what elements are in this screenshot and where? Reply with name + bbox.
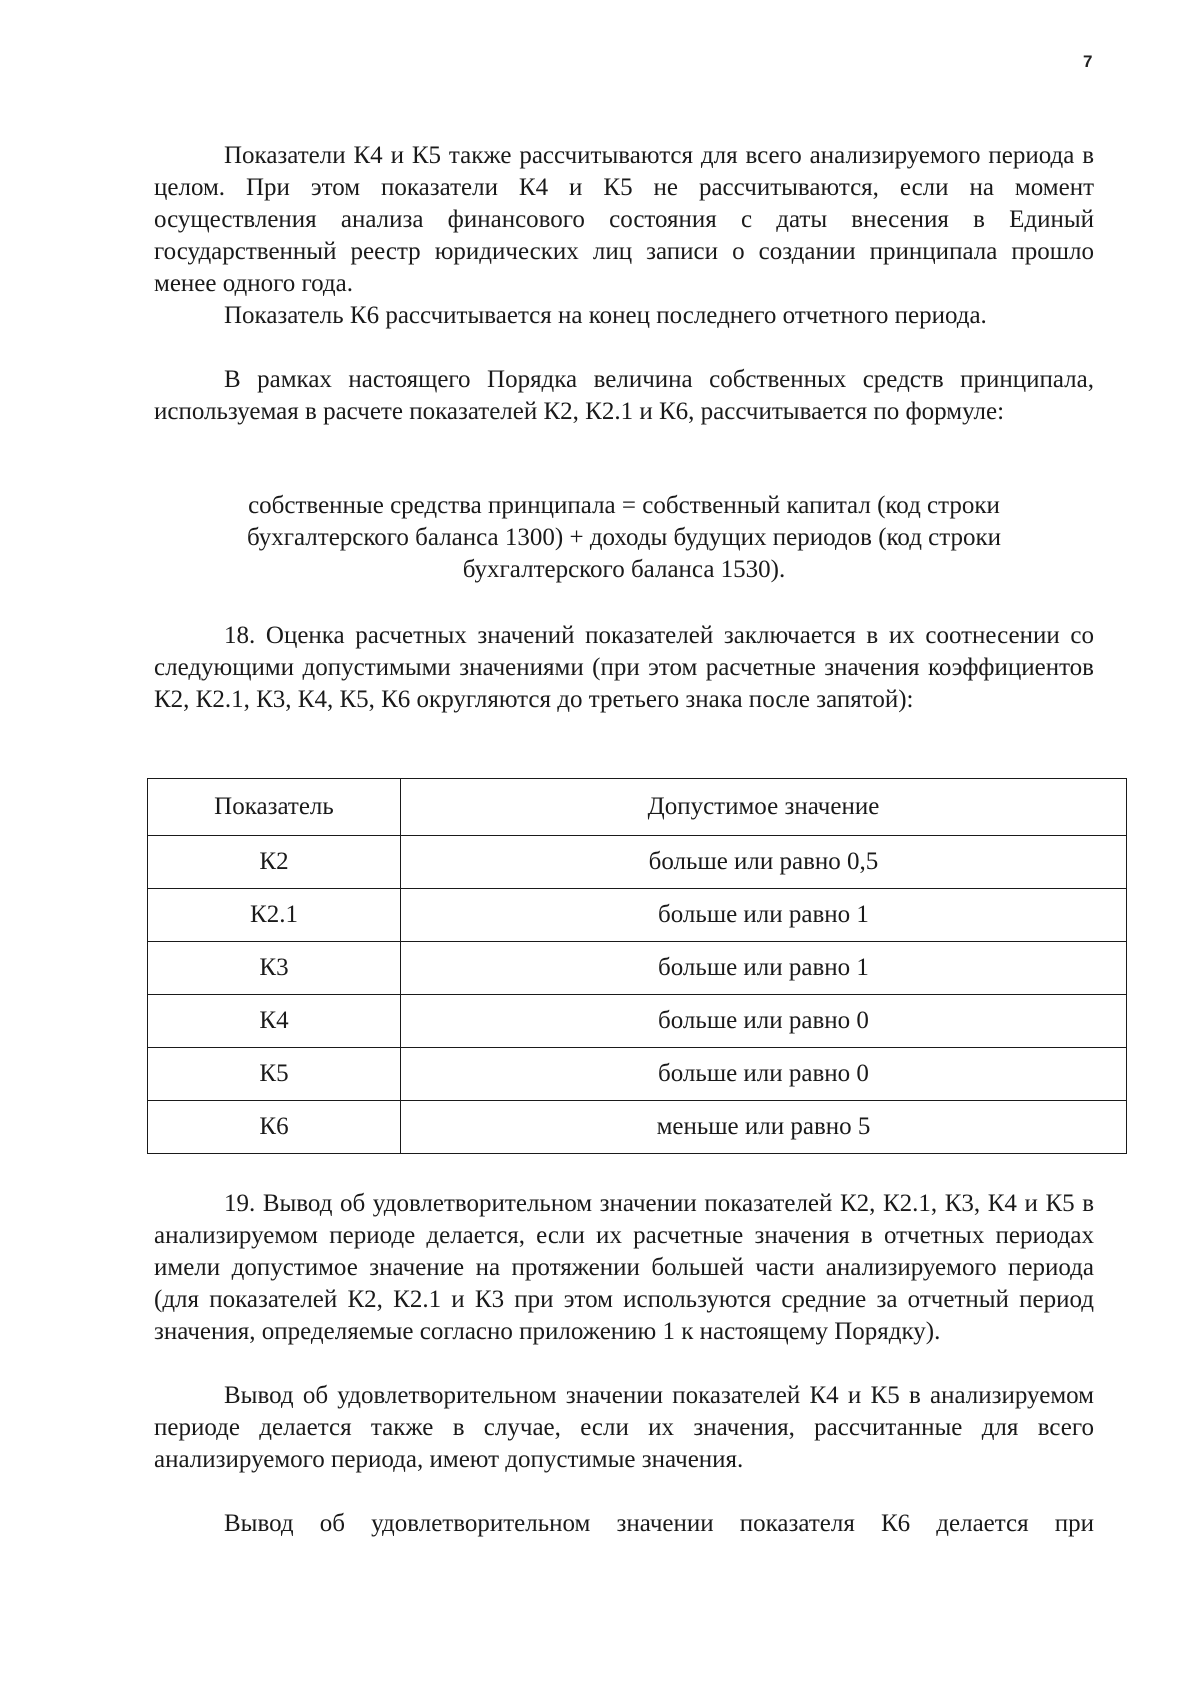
indicator-cell: К5 bbox=[148, 1048, 401, 1101]
indicator-cell: К2 bbox=[148, 836, 401, 889]
table-row bbox=[148, 942, 1127, 995]
allowed-value-cell: больше или равно 1 bbox=[401, 942, 1127, 995]
allowed-value-cell: меньше или равно 5 bbox=[401, 1101, 1127, 1154]
indicator-cell: К2.1 bbox=[148, 889, 401, 942]
paragraph-19: 19. Вывод об удовлетворительном значении показателей К2, К2.1, К3, К4 и К5 в анализируемом периоде делается, если их расчетные значения в отчетных периодах имели допустимое значение на протяжении большей части анализируемого периода (для показателей К2, К2.1 и К3 при этом используются средние за отчетный период значения, определяемые согласно приложению 1 к настоящему Порядку). bbox=[154, 1190, 1094, 1345]
table-row bbox=[148, 889, 1127, 942]
indicator-cell: К3 bbox=[148, 942, 401, 995]
table-row bbox=[148, 1101, 1127, 1154]
table-row bbox=[148, 836, 1127, 889]
limits-table bbox=[147, 778, 1127, 1154]
paragraph-k6-conclusion: Вывод об удовлетворительном значении показателя К6 делается при bbox=[224, 1510, 1094, 1537]
paragraph-own-funds: В рамках настоящего Порядка величина собственных средств принципала, используемая в расчете показателей К2, К2.1 и К6, рассчитывается по формуле: bbox=[154, 366, 1094, 425]
table-header-row bbox=[148, 779, 1127, 836]
allowed-value-cell: больше или равно 0 bbox=[401, 1048, 1127, 1101]
header-allowed-value: Допустимое значение bbox=[401, 779, 1127, 836]
formula bbox=[154, 490, 1094, 586]
formula-line-2: бухгалтерского баланса 1300) + доходы будущих периодов (код строки bbox=[246, 524, 1002, 551]
formula-line-1: собственные средства принципала = собственный капитал (код строки bbox=[248, 492, 1000, 519]
table-row bbox=[148, 995, 1127, 1048]
page-number: 7 bbox=[1083, 52, 1093, 71]
formula-line-3: бухгалтерского баланса 1530). bbox=[462, 556, 786, 583]
allowed-value-cell: больше или равно 1 bbox=[401, 889, 1127, 942]
allowed-value-cell: больше или равно 0,5 bbox=[401, 836, 1127, 889]
table-row bbox=[148, 1048, 1127, 1101]
paragraph-k6-period: Показатель К6 рассчитывается на конец последнего отчетного периода. bbox=[224, 302, 987, 329]
paragraph-18: 18. Оценка расчетных значений показателей заключается в их соотнесении со следующими допустимыми значениями (при этом расчетные значения коэффициентов К2, К2.1, К3, К4, К5, К6 округляются до третьего знака после запятой): bbox=[154, 622, 1094, 713]
paragraph-k4-k5-conclusion: Вывод об удовлетворительном значении показателей К4 и К5 в анализируемом периоде делается также в случае, если их значения, рассчитанные для всего анализируемого периода, имеют допустимые значения. bbox=[154, 1382, 1094, 1473]
allowed-value-cell: больше или равно 0 bbox=[401, 995, 1127, 1048]
paragraph-k4-k5-period: Показатели К4 и К5 также рассчитываются для всего анализируемого периода в целом. При этом показатели К4 и К5 не рассчитываются, если на момент осуществления анализа финансового состояния с даты внесения в Единый государственный реестр юридических лиц записи о создании принципала прошло менее одного года. bbox=[154, 142, 1094, 297]
header-indicator: Показатель bbox=[148, 779, 401, 836]
indicator-cell: К4 bbox=[148, 995, 401, 1048]
indicator-cell: К6 bbox=[148, 1101, 401, 1154]
